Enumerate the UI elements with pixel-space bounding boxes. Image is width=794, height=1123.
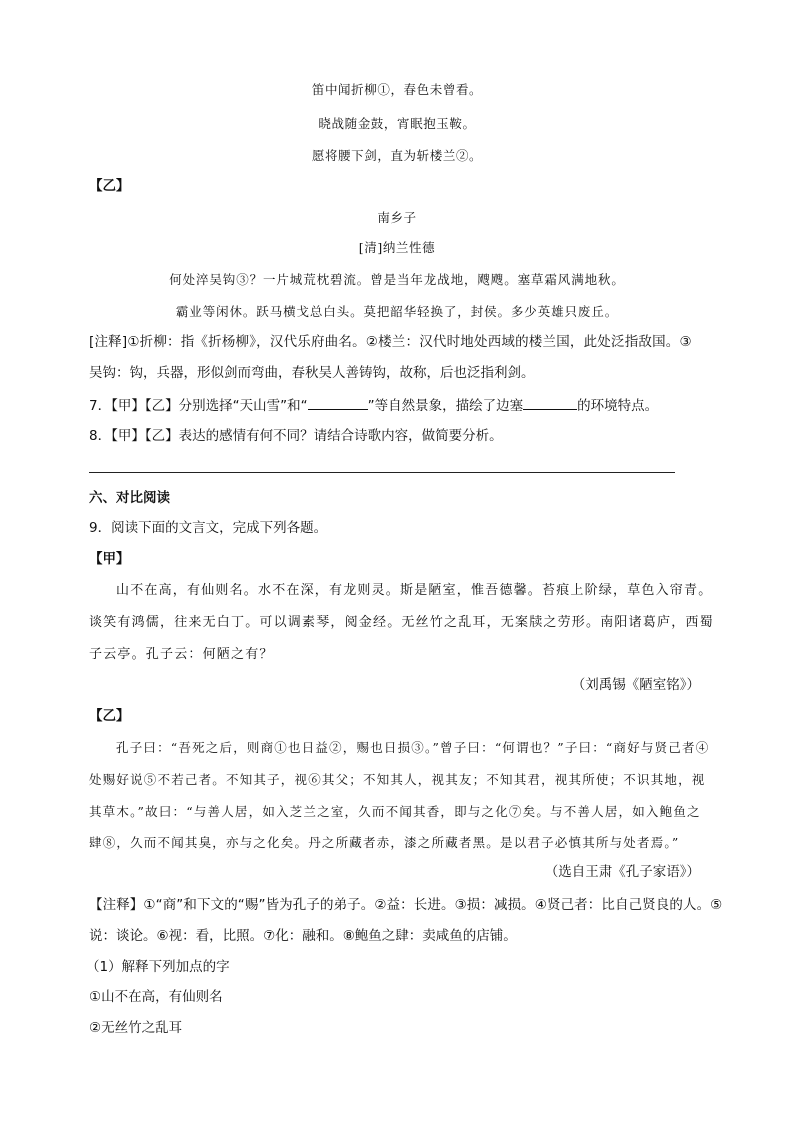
poem-yi-line-1: 何处淬吴钩③？一片城荒枕碧流。曾是当年龙战地，飕飕。塞草霜风满地秋。 <box>169 272 625 287</box>
prose-yi-source: （选自王肃《孔子家语》） <box>544 864 700 880</box>
poem-jia-line-3: 愿将腰下剑，直为斩楼兰②。 <box>311 148 483 163</box>
question-8: 8．【甲】【乙】表达的感情有何不同？请结合诗歌内容，做简要分析。 <box>89 428 503 444</box>
sub-question-1-item-1: ①山不在高，有仙则名 <box>89 989 223 1005</box>
poem-yi-author: [清]纳兰性德 <box>358 240 436 255</box>
prose-jia-line-3: 子云亭。孔子云：何陋之有？ <box>89 647 274 662</box>
prose-yi-marker: 【乙】 <box>89 708 130 724</box>
section-heading: 六、对比阅读 <box>89 490 170 506</box>
prose-yi-line-2: 处赐好说⑤不若己者。不知其子，视⑥其父；不知其人，视其友；不知其君，视其所使；不识其地，视 <box>89 772 706 787</box>
poem-yi-line-2: 霸业等闲休。跃马横戈总白头。莫把韶华轻换了，封侯。多少英雄只废丘。 <box>175 304 619 319</box>
poem-notes-line-2: 吴钩：钩，兵器，形似剑而弯曲，春秋吴人善铸钩，故称，后也泛指利剑。 <box>89 365 535 381</box>
answer-line[interactable] <box>89 472 675 473</box>
prose-jia-source: （刘禹锡《陋室铭》） <box>571 677 700 693</box>
prose-notes-line-2: 说：谈论。⑥视：看，比照。⑦化：融和。⑧鲍鱼之肆：卖咸鱼的店铺。 <box>89 928 517 944</box>
poem-yi-marker: 【乙】 <box>89 178 130 194</box>
sub-question-1: （1）解释下列加点的字 <box>86 959 230 975</box>
prose-yi-line-4: 肆⑧，久而不闻其臭，亦与之化矣。丹之所藏者赤，漆之所藏者黑。是以君子必慎其所与处者焉。” <box>89 835 680 850</box>
poem-jia-line-2: 晓战随金鼓，宵眠抱玉鞍。 <box>318 116 476 131</box>
question-7 <box>89 395 658 416</box>
prose-jia-marker: 【甲】 <box>89 551 130 567</box>
question-7-part-2: ”等自然景象，描绘了边塞 <box>367 398 524 414</box>
question-9: 9．阅读下面的文言文，完成下列各题。 <box>89 520 328 536</box>
answer-blank-2[interactable] <box>523 395 577 410</box>
poem-jia-line-1: 笛中闻折柳①，春色未曾看。 <box>311 82 483 97</box>
poem-yi-title: 南乡子 <box>377 210 417 225</box>
question-7-part-1: 7．【甲】【乙】分别选择“天山雪”和“ <box>89 398 308 414</box>
prose-jia-line-1: 山不在高，有仙则名。水不在深，有龙则灵。斯是陋室，惟吾德馨。苔痕上阶绿，草色入帘青。 <box>116 583 713 598</box>
prose-yi-line-3: 其草木。”故曰：“与善人居，如入芝兰之室，久而不闻其香，即与之化⑦矣。与不善人居，如入鲍鱼之 <box>89 804 701 819</box>
prose-notes-line-1: 【注释】①“商”和下文的“赐”皆为孔子的弟子。②益：长进。③损：减损。④贤己者：比自己贤良的人。⑤ <box>89 897 723 913</box>
question-7-part-3: 的环境特点。 <box>577 398 659 414</box>
prose-yi-line-1: 孔子曰：“吾死之后，则商①也日益②，赐也日损③。”曾子曰：“何谓也？”子曰：“商好与贤己者④ <box>116 740 710 755</box>
sub-question-1-item-2: ②无丝竹之乱耳 <box>89 1020 183 1036</box>
answer-blank-1[interactable] <box>308 395 368 410</box>
poem-notes-line-1: [注释]①折柳：指《折杨柳》，汉代乐府曲名。②楼兰：汉代时地处西域的楼兰国，此处泛指敌国。③ <box>89 334 692 350</box>
prose-jia-line-2: 谈笑有鸿儒，往来无白丁。可以调素琴，阅金经。无丝竹之乱耳，无案牍之劳形。南阳诸葛庐，西蜀 <box>89 615 714 630</box>
